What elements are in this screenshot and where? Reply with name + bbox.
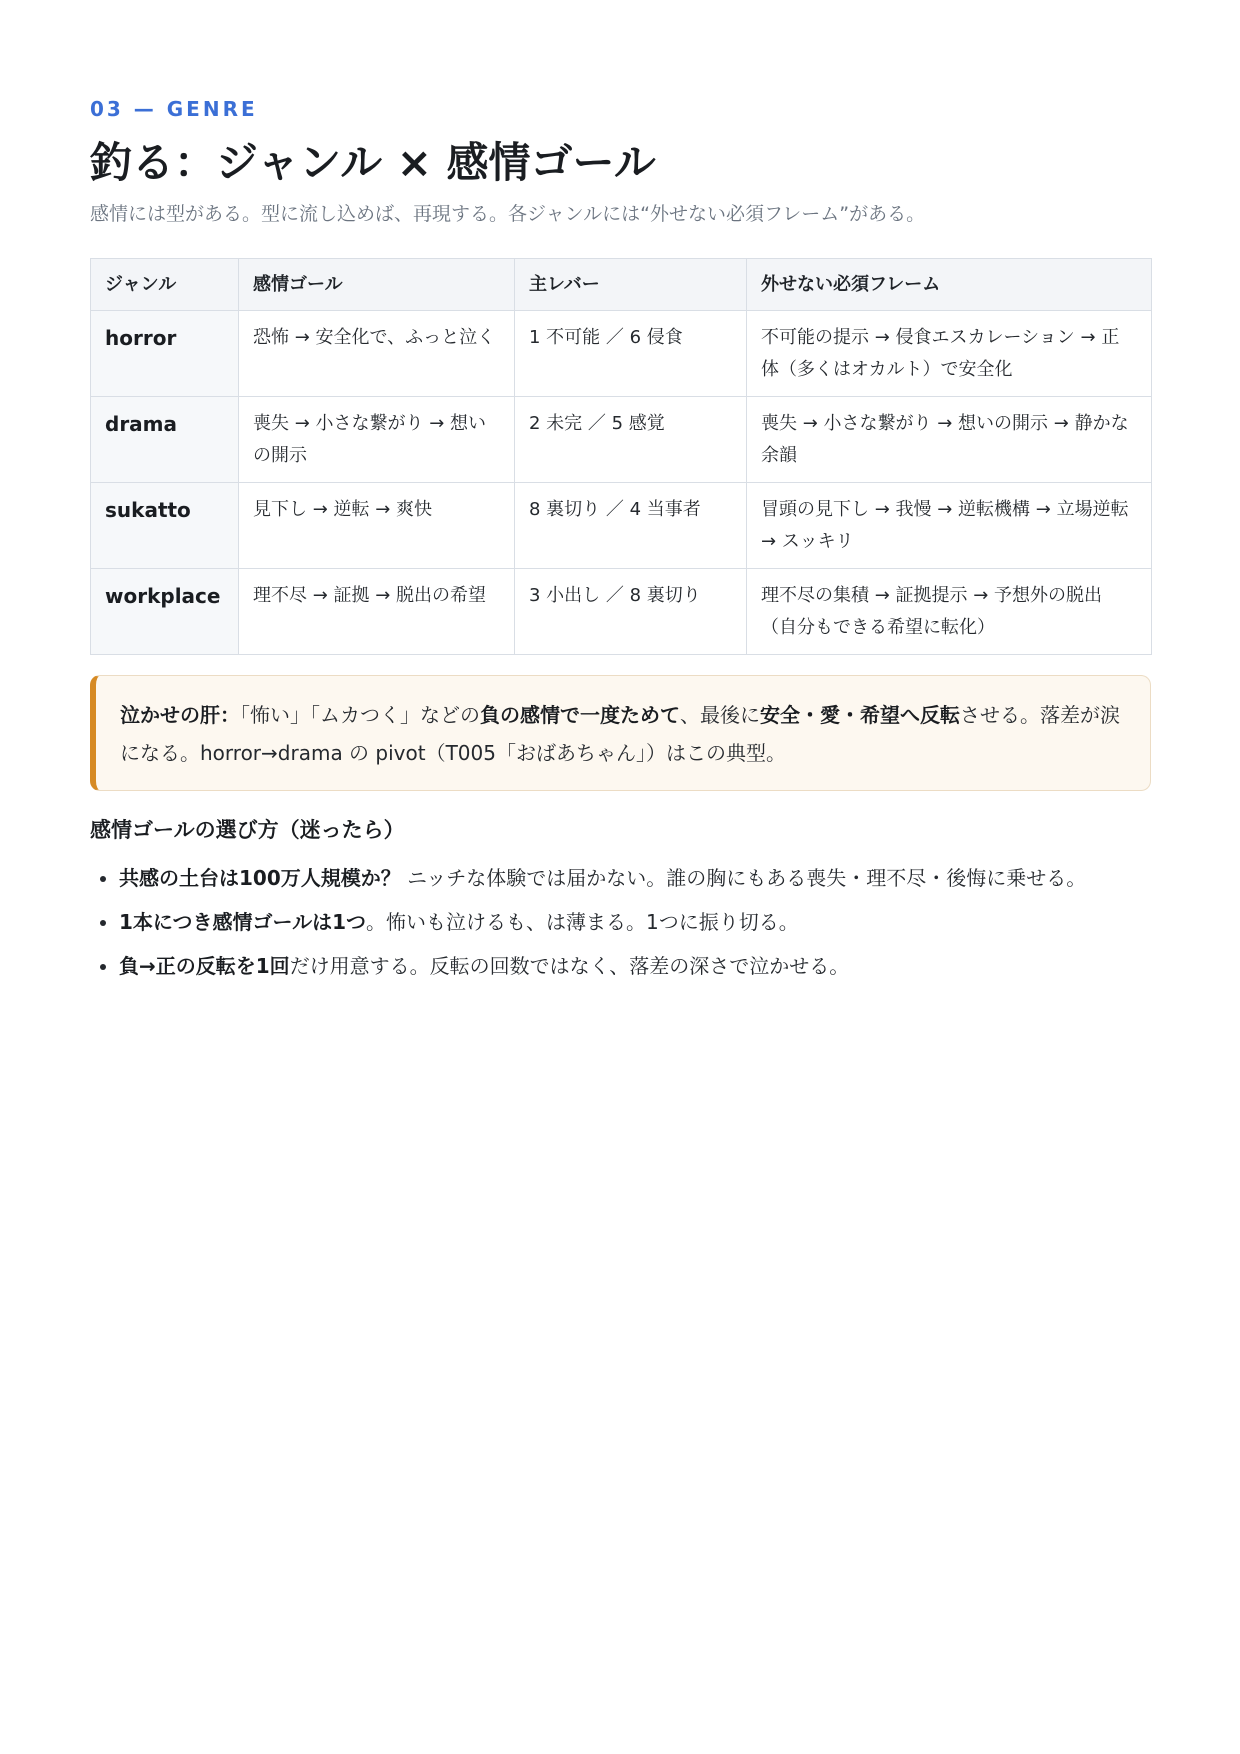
- goal-cell: 理不尽 → 証拠 → 脱出の希望: [239, 569, 515, 655]
- frame-cell: 不可能の提示 → 侵食エスカレーション → 正体（多くはオカルト）で安全化: [747, 311, 1152, 397]
- page-title: 釣る：ジャンル × 感情ゴール: [90, 138, 656, 187]
- section-eyebrow: 03 — GENRE: [90, 97, 258, 121]
- table-row: [91, 569, 1152, 655]
- genre-cell: horror: [91, 311, 239, 397]
- frame-cell: 冒頭の見下し → 我慢 → 逆転機構 → 立場逆転 → スッキリ: [747, 483, 1152, 569]
- list-item: [119, 859, 1151, 897]
- callout-emphasis: 負の感情で一度ためて: [480, 703, 680, 727]
- column-header-lever: 主レバー: [515, 259, 747, 311]
- table-row: [91, 397, 1152, 483]
- callout-text: させる。落差が涙になる。horror→drama の pivot（T005「おばあちゃん」）はこの典型。: [120, 703, 1120, 765]
- genre-cell: sukatto: [91, 483, 239, 569]
- lever-cell: 3 小出し ／ 8 裏切り: [515, 569, 747, 655]
- callout-label: 泣かせの肝：: [120, 703, 240, 727]
- column-header-frame: 外せない必須フレーム: [747, 259, 1152, 311]
- genre-cell: workplace: [91, 569, 239, 655]
- frame-cell: 理不尽の集積 → 証拠提示 → 予想外の脱出（自分もできる希望に転化）: [747, 569, 1152, 655]
- genre-table: [90, 258, 1152, 655]
- frame-cell: 喪失 → 小さな繋がり → 想いの開示 → 静かな余韻: [747, 397, 1152, 483]
- tips-list: [90, 859, 1151, 985]
- goal-cell: 恐怖 → 安全化で、ふっと泣く: [239, 311, 515, 397]
- table-header-row: [91, 259, 1152, 311]
- callout-emphasis: 安全・愛・希望へ反転: [760, 703, 960, 727]
- list-item-emphasis: 負→正の反転を1回: [119, 954, 290, 978]
- column-header-genre: ジャンル: [91, 259, 239, 311]
- lever-cell: 1 不可能 ／ 6 侵食: [515, 311, 747, 397]
- list-item: [119, 903, 1151, 941]
- list-item-emphasis: 共感の土台は100万人規模か？: [119, 866, 401, 890]
- list-item-text: ニッチな体験では届かない。誰の胸にもある喪失・理不尽・後悔に乗せる。: [400, 866, 1087, 890]
- lever-cell: 2 未完 ／ 5 感覚: [515, 397, 747, 483]
- list-item-text: 。怖いも泣けるも、は薄まる。1つに振り切る。: [366, 910, 799, 934]
- column-header-goal: 感情ゴール: [239, 259, 515, 311]
- list-item: [119, 947, 1151, 985]
- lever-cell: 8 裏切り ／ 4 当事者: [515, 483, 747, 569]
- callout-box: [90, 675, 1151, 791]
- table-row: [91, 311, 1152, 397]
- genre-cell: drama: [91, 397, 239, 483]
- table-row: [91, 483, 1152, 569]
- section-heading: 感情ゴールの選び方（迷ったら）: [90, 818, 405, 842]
- list-item-text: だけ用意する。反転の回数ではなく、落差の深さで泣かせる。: [289, 954, 850, 978]
- list-item-emphasis: 1本につき感情ゴールは1つ: [119, 910, 367, 934]
- callout-text: 、最後に: [680, 703, 760, 727]
- callout-text: 「怖い」「ムカつく」などの: [240, 703, 480, 727]
- goal-cell: 見下し → 逆転 → 爽快: [239, 483, 515, 569]
- page-subtitle: 感情には型がある。型に流し込めば、再現する。各ジャンルには“外せない必須フレーム”がある。: [90, 203, 926, 225]
- goal-cell: 喪失 → 小さな繋がり → 想いの開示: [239, 397, 515, 483]
